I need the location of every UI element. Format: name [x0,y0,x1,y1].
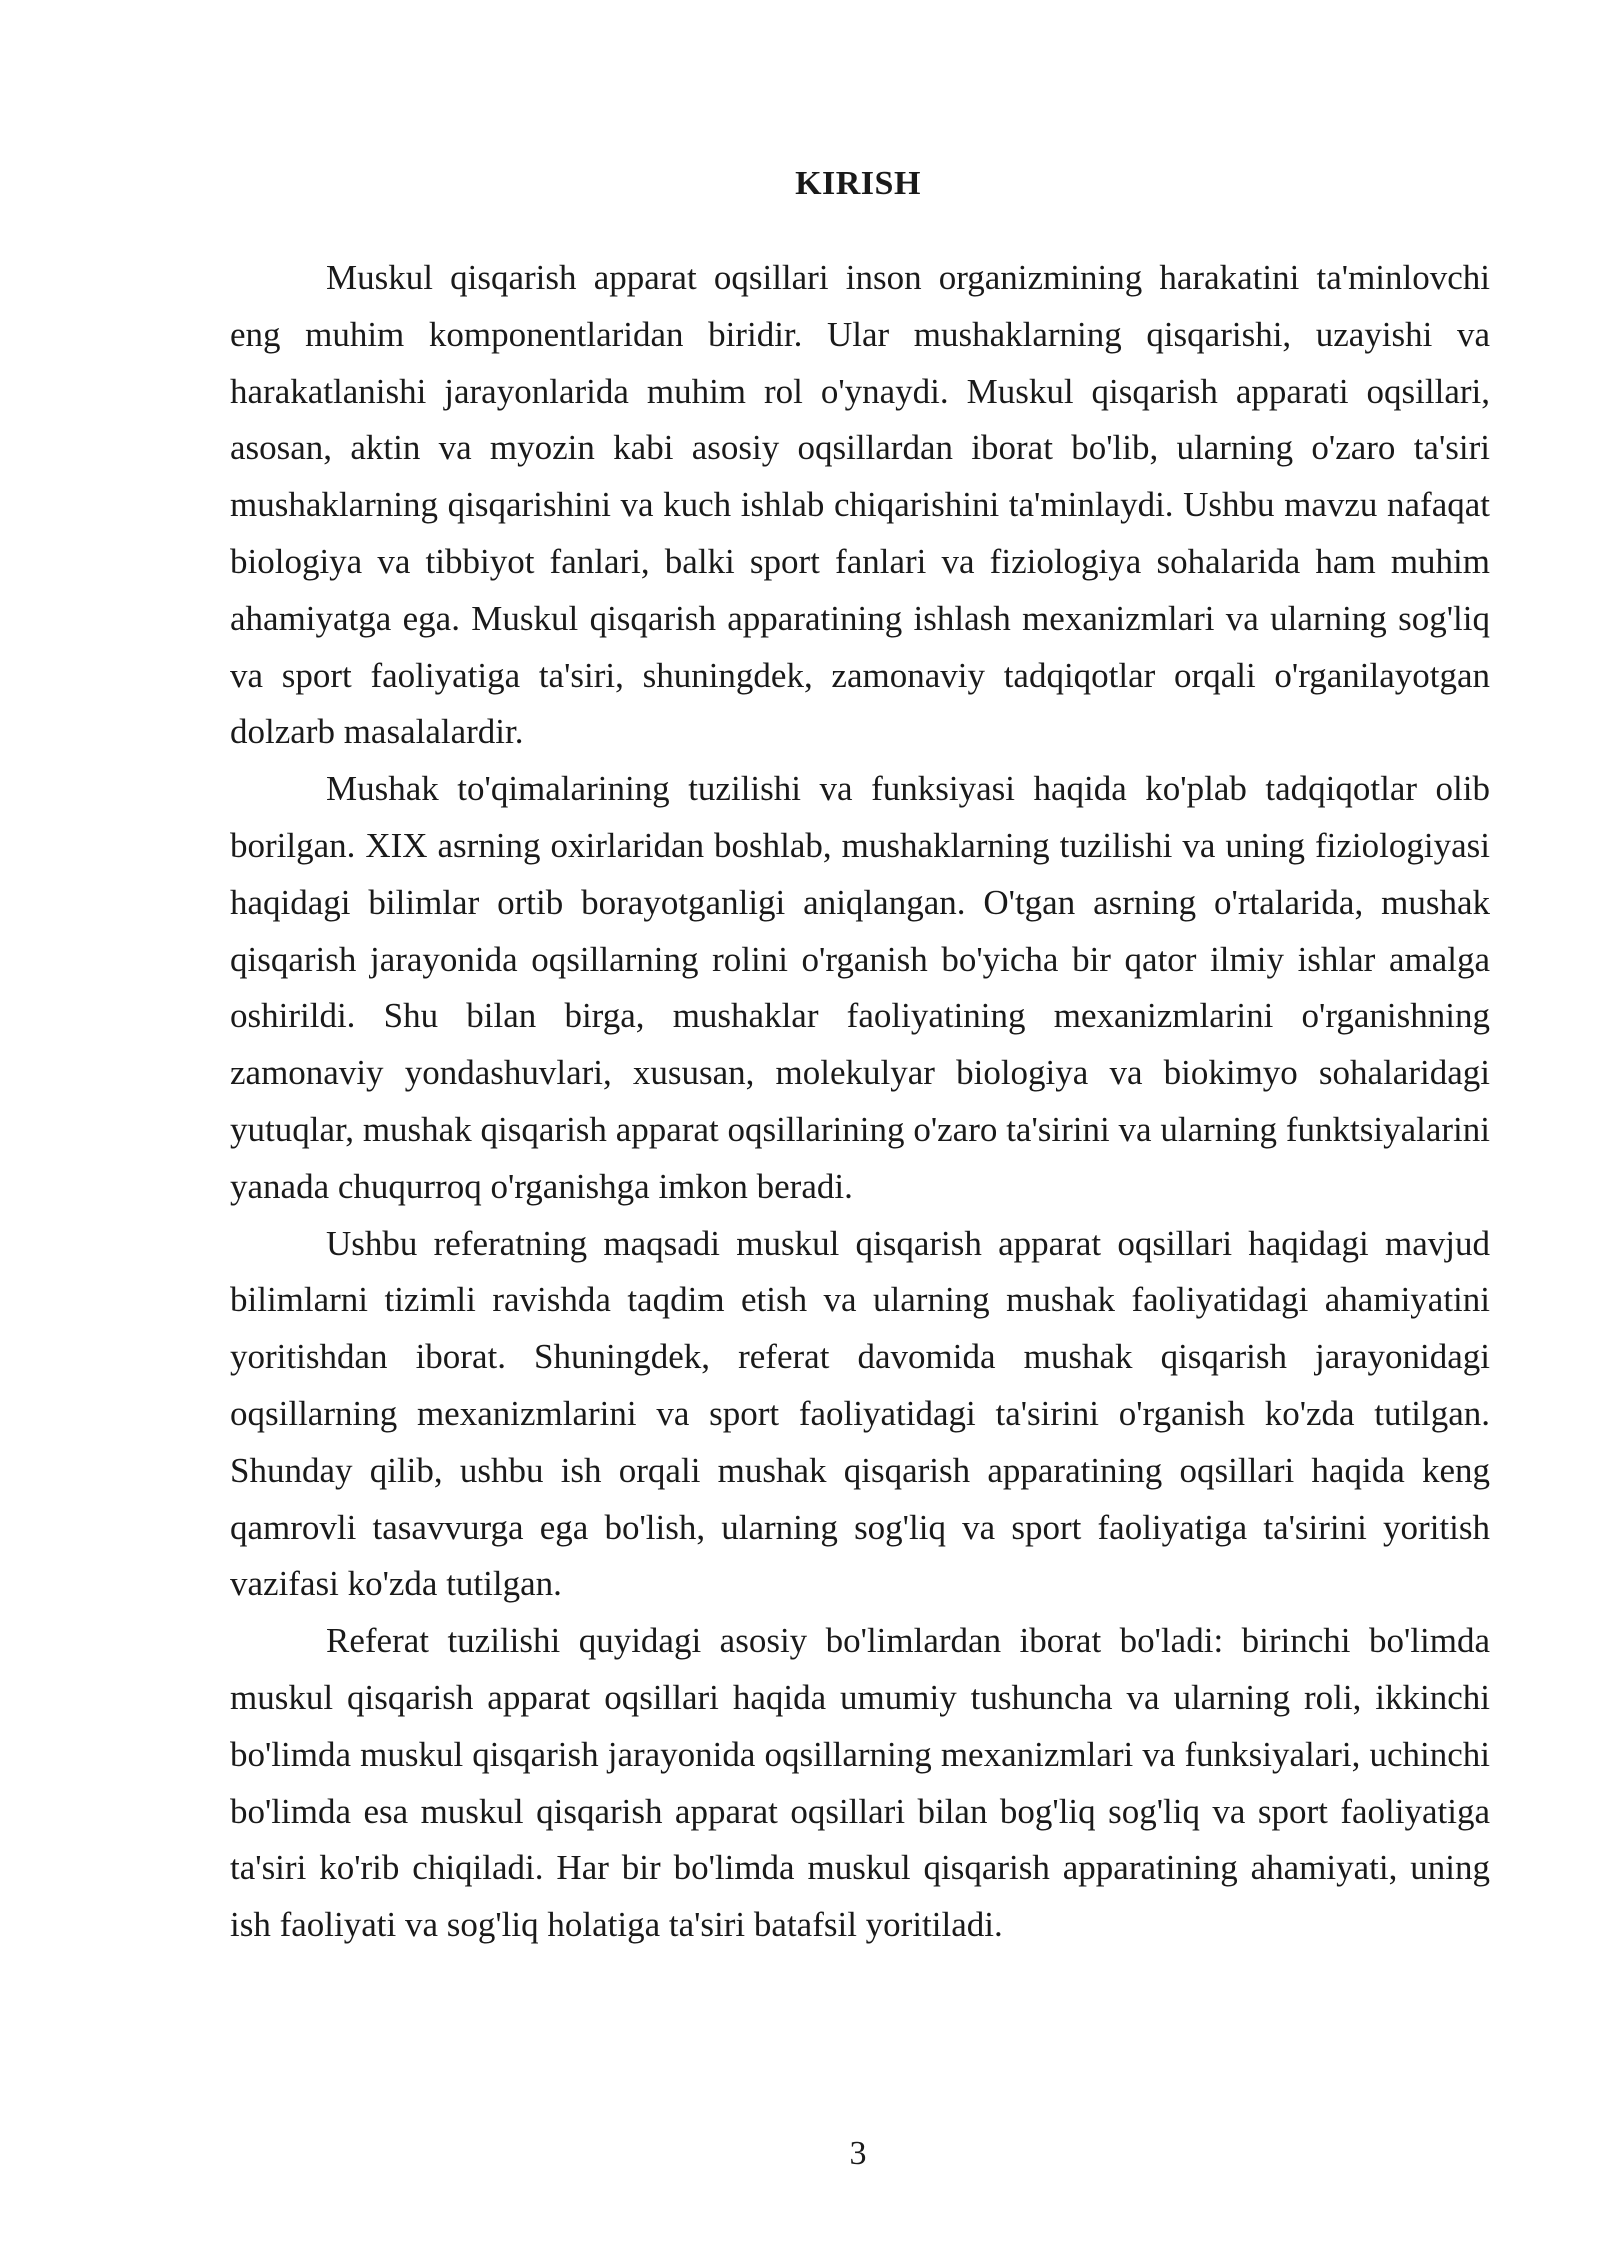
paragraph-structure: Referat tuzilishi quyidagi asosiy bo'limlardan iborat bo'ladi: birinchi bo'limda muskul qisqarish apparat oqsillari haqida umumiy tushuncha va ularning roli, ikkinchi bo'limda muskul qisqarish jarayonida oqsillarning mexanizmlari va funksiyalari, uchinchi bo'limda esa muskul qisqarish apparat oqsillari bilan bog'liq sog'liq va sport faoliyatiga ta'siri ko'rib chiqiladi. Har bir bo'limda muskul qisqarish apparatining ahamiyati, uning ish faoliyati va sog'liq holatiga ta'siri batafsil yoritiladi. [230,1621,1490,1945]
paragraph-history: Mushak to'qimalarining tuzilishi va funksiyasi haqida ko'plab tadqiqotlar olib borilgan. XIX asrning oxirlaridan boshlab, mushaklarning tuzilishi va uning fiziologiyasi haqidagi bilimlar ortib borayotganligi aniqlangan. O'tgan asrning o'rtalarida, mushak qisqarish jarayonida oqsillarning rolini o'rganish bo'yicha bir qator ilmiy ishlar amalga oshirildi. Shu bilan birga, mushaklar faoliyatining mexanizmlarini o'rganishning zamonaviy yondashuvlari, xususan, molekulyar biologiya va biokimyo sohalaridagi yutuqlar, mushak qisqarish apparat oqsillarining o'zaro ta'sirini va ularning funktsiyalarini yanada chuqurroq o'rganishga imkon beradi. [230,769,1490,1206]
paragraph-aim: Ushbu referatning maqsadi muskul qisqarish apparat oqsillari haqidagi mavjud bilimlarni tizimli ravishda taqdim etish va ularning mushak faoliyatidagi ahamiyatini yoritishdan iborat. Shuningdek, referat davomida mushak qisqarish jarayonidagi oqsillarning mexanizmlarini va sport faoliyatidagi ta'sirini o'rganish ko'zda tutilgan. Shunday qilib, ushbu ish orqali mushak qisqarish apparatining oqsillari haqida keng qamrovli tasavvurga ega bo'lish, ularning sog'liq va sport faoliyatiga ta'sirini yoritish vazifasi ko'zda tutilgan. [230,1223,1490,1604]
paragraph-intro: Muskul qisqarish apparat oqsillari inson organizmining harakatini ta'minlovchi eng muhim komponentlaridan biridir. Ular mushaklarning qisqarishi, uzayishi va harakatlanishi jarayonlarida muhim rol o'ynaydi. Muskul qisqarish apparati oqsillari, asosan, aktin va myozin kabi asosiy oqsillardan iborat bo'lib, ularning o'zaro ta'siri mushaklarning qisqarishini va kuch ishlab chiqarishini ta'minlaydi. Ushbu mavzu nafaqat biologiya va tibbiyot fanlari, balki sport fanlari va fiziologiya sohalarida ham muhim ahamiyatga ega. Muskul qisqarish apparatining ishlash mexanizmlari va ularning sog'liq va sport faoliyatiga ta'siri, shuningdek, zamonaviy tadqiqotlar orqali o'rganilayotgan dolzarb masalalardir. [230,258,1490,752]
page-number: 3 [849,2135,867,2172]
body-text [230,250,1490,1954]
section-heading: KIRISH [795,165,921,202]
